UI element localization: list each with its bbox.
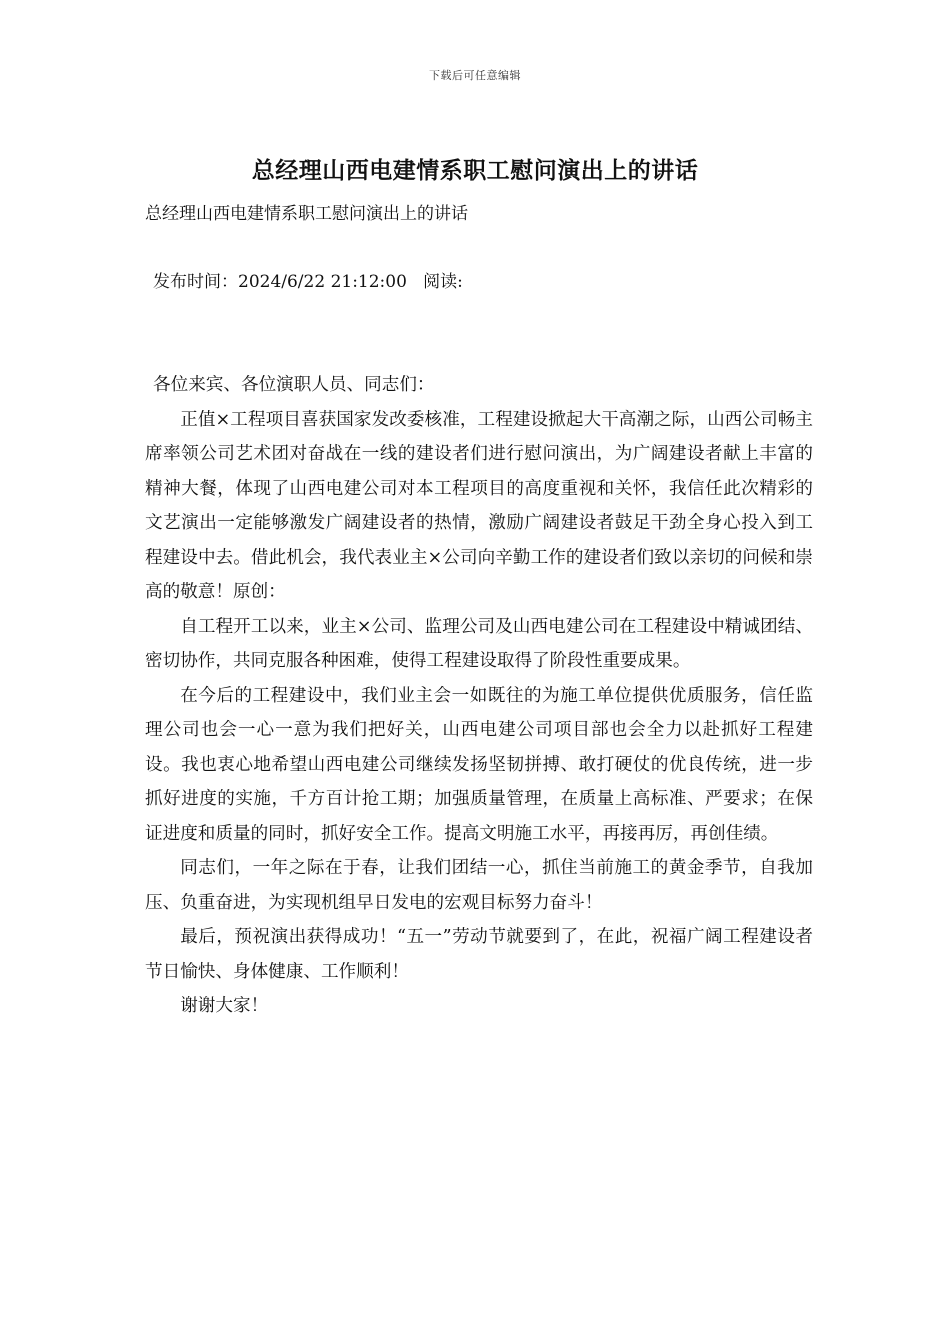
salutation: 各位来宾、各位演职人员、同志们： bbox=[153, 375, 435, 395]
download-note: 下载后可任意编辑 bbox=[429, 69, 521, 82]
paragraph: 最后，预祝演出获得成功！“五一”劳动节就要到了，在此，祝福广阔工程建设者节日愉快、身体健康、工作顺利！ bbox=[145, 927, 813, 982]
closing-thanks: 谢谢大家！ bbox=[180, 996, 269, 1016]
speech-body bbox=[145, 368, 813, 1024]
publish-time-value: 2024/6/22 21:12:00 bbox=[238, 272, 407, 292]
read-count-label: 阅读: bbox=[423, 272, 463, 292]
paragraph: 正值×工程项目喜获国家发改委核准，工程建设掀起大干高潮之际，山西公司畅主席率领公司艺术团对奋战在一线的建设者们进行慰问演出，为广阔建设者献上丰富的精神大餐，体现了山西电建公司对本工程项目的高度重视和关怀，我信任此次精彩的文艺演出一定能够激发广阔建设者的热情，激励广阔建设者鼓足干劲全身心投入到工程建设中去。借此机会，我代表业主×公司向辛勤工作的建设者们致以亲切的问候和崇高的敬意！原创： bbox=[145, 409, 813, 602]
paragraph: 在今后的工程建设中，我们业主会一如既往的为施工单位提供优质服务，信任监理公司也会一心一意为我们把好关，山西电建公司项目部也会全力以赴抓好工程建设。我也衷心地希望山西电建公司继续发扬坚韧拼搏、敢打硬仗的优良传统，进一步抓好进度的实施，千方百计抢工期；加强质量管理，在质量上高标准、严要求；在保证进度和质量的同时，抓好安全工作。提高文明施工水平，再接再厉，再创佳绩。 bbox=[145, 685, 813, 844]
paragraph: 同志们，一年之际在于春，让我们团结一心，抓住当前施工的黄金季节，自我加压、负重奋进，为实现机组早日发电的宏观目标努力奋斗！ bbox=[145, 858, 813, 913]
document-title: 总经理山西电建情系职工慰问演出上的讲话 bbox=[251, 157, 699, 184]
publish-time-label: 发布时间： bbox=[153, 272, 238, 292]
document-subtitle: 总经理山西电建情系职工慰问演出上的讲话 bbox=[145, 204, 468, 224]
publish-meta bbox=[153, 267, 463, 292]
paragraph: 自工程开工以来，业主×公司、监理公司及山西电建公司在工程建设中精诚团结、密切协作，共同克服各种困难，使得工程建设取得了阶段性重要成果。 bbox=[145, 616, 813, 671]
